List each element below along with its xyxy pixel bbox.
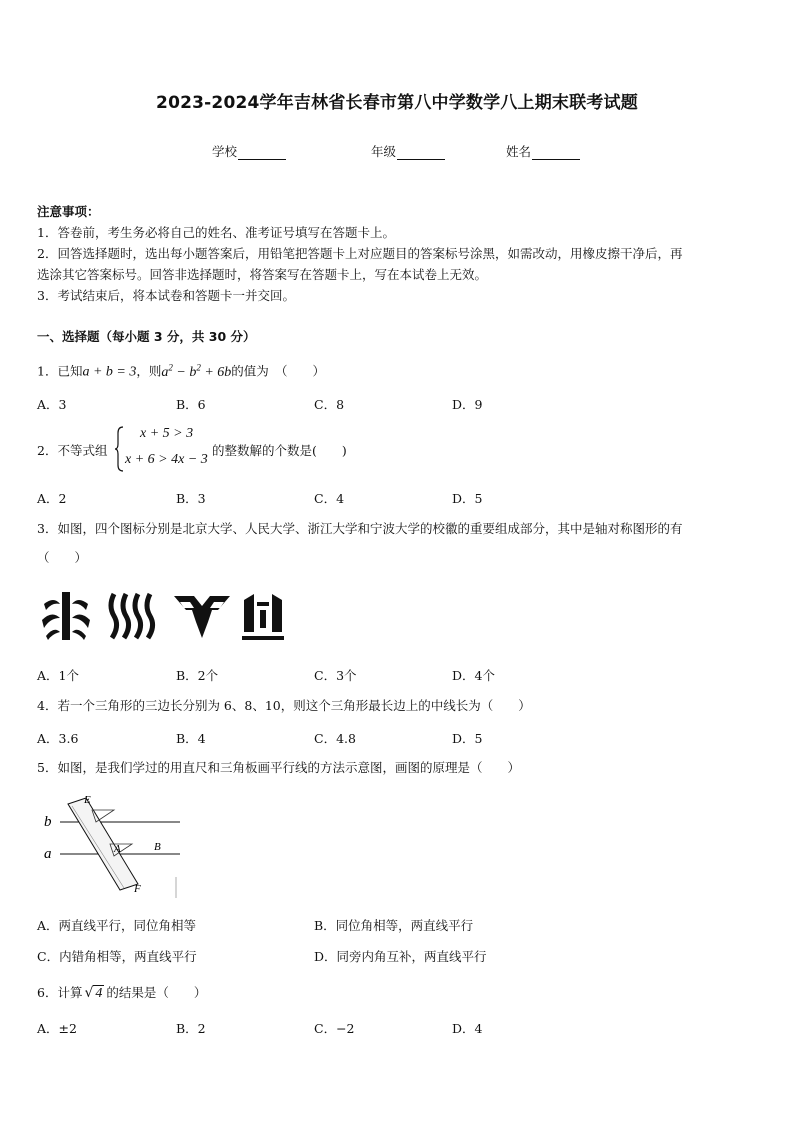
zhejiang-university-logo-icon [172, 592, 232, 642]
label-e: E [84, 794, 91, 806]
question-6 [37, 984, 206, 1003]
question-1 [37, 358, 325, 382]
q5-option-a[interactable]: A．两直线平行，同位角相等 [37, 918, 197, 933]
q2-suffix: 的整数解的个数是( ) [212, 443, 347, 458]
label-b-point: B [154, 841, 161, 853]
q4-option-d[interactable]: D．5 [452, 731, 483, 746]
q3-option-a[interactable]: A．1个 [37, 668, 79, 683]
notice-item-2a: 2．回答选择题时，选出每小题答案后，用铅笔把答题卡上对应题目的答案标号涂黑，如需改动，用橡皮擦干净后，再 [37, 246, 683, 261]
grade-field [371, 142, 445, 160]
q2-option-a[interactable]: A．2 [37, 491, 67, 506]
school-blank [238, 147, 286, 160]
label-a-point: A [114, 843, 121, 855]
q3-text: 3．如图，四个图标分别是北京大学、人民大学、浙江大学和宁波大学的校徽的重要组成部分，其中是轴对称图形的有 [37, 521, 683, 536]
q6-option-d[interactable]: D．4 [452, 1021, 483, 1036]
q1-mid: ，则 [136, 363, 162, 379]
q5-option-c[interactable]: C．内错角相等，两直线平行 [37, 949, 197, 964]
parallel-lines-ruler-figure [40, 792, 185, 902]
q2-inequality-1: x + 5 > 3 [140, 426, 194, 441]
q1-option-d[interactable]: D．9 [452, 397, 483, 412]
q6-option-c[interactable]: C．−2 [314, 1021, 355, 1036]
grade-label: 年级 [371, 144, 397, 159]
sqrt-radicand: 4 [95, 986, 103, 1001]
q1-prefix: 1．已知 [37, 363, 83, 379]
q5-option-d[interactable]: D．同旁内角互补，两直线平行 [314, 949, 487, 964]
q4-text: 4．若一个三角形的三边长分别为 6、8、10，则这个三角形最长边上的中线长为（ ） [37, 698, 531, 713]
q6-prefix: 6．计算 [37, 985, 83, 1000]
q2-option-c[interactable]: C．4 [314, 491, 345, 506]
q5-option-b[interactable]: B．同位角相等，两直线平行 [314, 918, 474, 933]
q1-condition: a + b = 3 [82, 364, 137, 380]
label-a: a [44, 846, 52, 862]
q1-expression: $a^2 - b^2 + 6b$ [161, 362, 232, 380]
q2-inequality-2: x + 6 > 4x − 3 [125, 452, 208, 467]
q2-option-d[interactable]: D．5 [452, 491, 483, 506]
notice-item-2b: 选涂其它答案标号。回答非选择题时，将答案写在答题卡上，写在本试卷上无效。 [37, 267, 488, 282]
section-heading-choice: 一、选择题（每小题 3 分，共 30 分） [37, 329, 256, 344]
peking-university-logo-icon [40, 590, 92, 642]
q6-suffix: 的结果是（ ） [106, 985, 207, 1000]
q5-text: 5．如图，是我们学过的用直尺和三角板画平行线的方法示意图，画图的原理是（ ） [37, 760, 520, 775]
q2-option-b[interactable]: B．3 [176, 491, 206, 506]
name-blank [532, 147, 580, 160]
grade-blank [397, 147, 445, 160]
q1-suffix: 的值为 （ ） [231, 363, 326, 379]
q6-option-b[interactable]: B．2 [176, 1021, 206, 1036]
ningbo-university-logo-icon [240, 592, 286, 644]
q2-prefix: 2．不等式组 [37, 443, 108, 458]
label-b: b [44, 814, 52, 830]
name-field [506, 142, 580, 160]
q6-option-a[interactable]: A．±2 [37, 1021, 77, 1036]
q3-blank: （ ） [37, 550, 88, 565]
q4-option-b[interactable]: B．4 [176, 731, 206, 746]
q1-option-a[interactable]: A．3 [37, 397, 67, 412]
notice-item-3: 3．考试结束后，将本试卷和答题卡一并交回。 [37, 288, 295, 303]
q1-option-b[interactable]: B．6 [176, 397, 206, 412]
page-title: 2023-2024学年吉林省长春市第八中学数学八上期末联考试题 [156, 93, 638, 113]
q3-option-b[interactable]: B．2个 [176, 668, 219, 683]
q3-option-c[interactable]: C．3个 [314, 668, 357, 683]
q3-option-d[interactable]: D．4个 [452, 668, 495, 683]
label-f: F [134, 883, 141, 895]
q2-brace-icon [115, 426, 125, 472]
q1-option-c[interactable]: C．8 [314, 397, 345, 412]
notice-item-1: 1．答卷前，考生务必将自己的姓名、准考证号填写在答题卡上。 [37, 225, 395, 240]
q4-option-c[interactable]: C．4.8 [314, 731, 356, 746]
school-field [212, 142, 286, 160]
q4-option-a[interactable]: A．3.6 [37, 731, 79, 746]
renmin-university-logo-icon [106, 590, 156, 642]
sqrt-expression: √ 4 [84, 985, 103, 1001]
name-label: 姓名 [506, 144, 532, 159]
notice-block [37, 201, 767, 306]
school-label: 学校 [212, 144, 238, 159]
notice-heading: 注意事项： [37, 204, 100, 219]
